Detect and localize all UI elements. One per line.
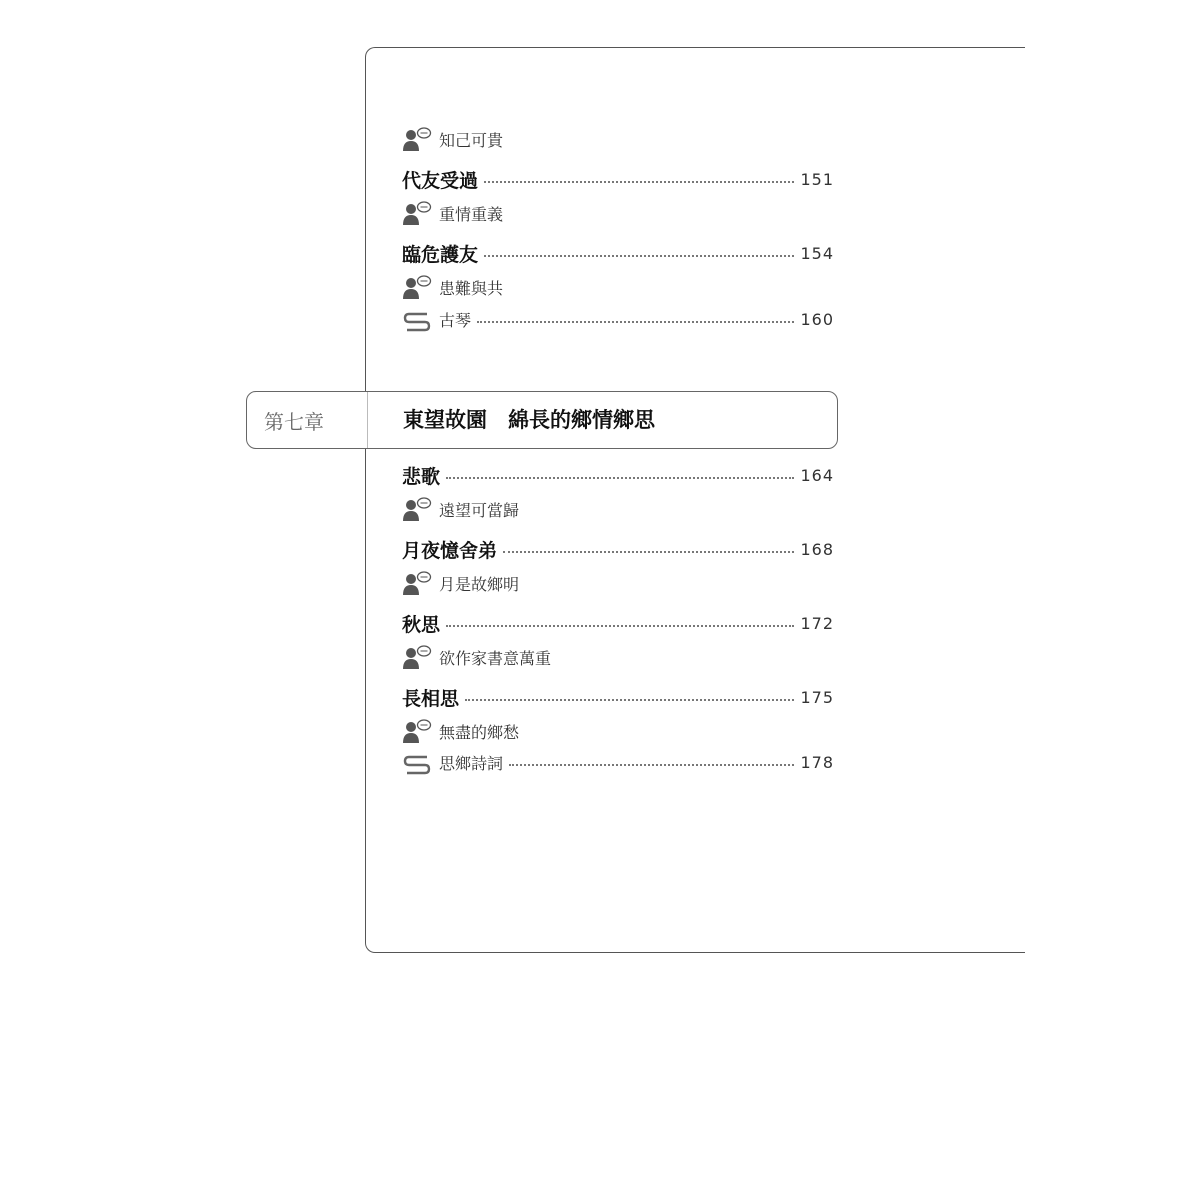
toc-entry[interactable] — [402, 535, 834, 563]
chapter-heading — [246, 391, 838, 449]
person-speech-icon — [402, 496, 432, 522]
toc-link-entry[interactable] — [402, 305, 834, 333]
person-speech-icon — [402, 644, 432, 670]
toc-entry-title: 長相思 — [402, 687, 460, 710]
toc-note-entry — [402, 199, 834, 227]
toc-note-entry — [402, 273, 834, 301]
person-speech-icon — [402, 570, 432, 596]
dot-leader — [446, 477, 794, 479]
toc-page-number: 160 — [800, 309, 834, 329]
person-speech-icon — [402, 718, 432, 744]
chapter-divider — [367, 392, 368, 448]
toc-page-number: 175 — [800, 687, 834, 707]
toc-page-number: 154 — [800, 243, 834, 263]
toc-link-entry[interactable] — [402, 748, 834, 776]
toc-note-label: 知己可貴 — [439, 130, 504, 150]
toc-note-entry — [402, 495, 834, 523]
toc-note-label: 月是故鄉明 — [439, 574, 520, 594]
dot-leader — [446, 625, 794, 627]
toc-entry-title: 月夜憶舍弟 — [402, 539, 498, 562]
dot-leader — [465, 699, 794, 701]
toc-note-entry — [402, 125, 834, 153]
person-speech-icon — [402, 200, 432, 226]
toc-entry-title: 代友受過 — [402, 169, 479, 192]
toc-entry[interactable] — [402, 683, 834, 711]
toc-note-entry — [402, 717, 834, 745]
toc-note-label: 患難與共 — [439, 278, 504, 298]
link-icon — [402, 306, 432, 332]
dot-leader — [509, 764, 794, 766]
toc-note-label: 欲作家書意萬重 — [439, 648, 552, 668]
toc-note-entry — [402, 643, 834, 671]
toc-page-number: 164 — [800, 465, 834, 485]
toc-note-label: 重情重義 — [439, 204, 504, 224]
chapter-number: 第七章 — [264, 410, 324, 434]
dot-leader — [477, 321, 794, 323]
toc-entry-title: 秋思 — [402, 613, 441, 636]
toc-entry-title: 臨危護友 — [402, 243, 479, 266]
person-speech-icon — [402, 274, 432, 300]
toc-note-label: 遠望可當歸 — [439, 500, 520, 520]
person-speech-icon — [402, 126, 432, 152]
toc-link-label: 古琴 — [439, 310, 472, 330]
toc-page-number: 151 — [800, 169, 834, 189]
toc-entry[interactable] — [402, 461, 834, 489]
toc-page-number: 172 — [800, 613, 834, 633]
toc-entry[interactable] — [402, 165, 834, 193]
dot-leader — [484, 181, 794, 183]
toc-note-label: 無盡的鄉愁 — [439, 722, 520, 742]
toc-entry-title: 悲歌 — [402, 465, 441, 488]
toc-page-number: 168 — [800, 539, 834, 559]
link-icon — [402, 749, 432, 775]
dot-leader — [484, 255, 794, 257]
toc-link-label: 思鄉詩詞 — [439, 753, 504, 773]
toc-note-entry — [402, 569, 834, 597]
toc-entry[interactable] — [402, 239, 834, 267]
toc-entry[interactable] — [402, 609, 834, 637]
dot-leader — [503, 551, 794, 553]
toc-page-number: 178 — [800, 752, 834, 772]
chapter-title: 東望故園 綿長的鄉情鄉思 — [403, 408, 655, 432]
